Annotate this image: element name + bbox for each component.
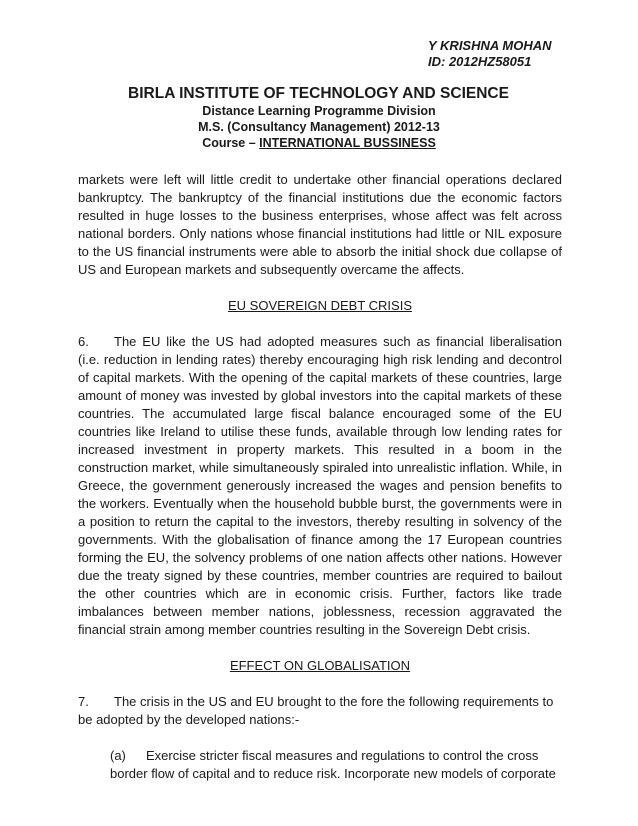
paragraph-7-text: The crisis in the US and EU brought to the fore the following requirements to be adopted by the developed nations:- (78, 694, 554, 727)
author-name: Y KRISHNA MOHAN (428, 38, 552, 53)
paragraph-7-number: 7. (78, 694, 89, 709)
course-line (0, 135, 638, 151)
paragraph-7 (78, 693, 562, 729)
subpoint-a-label: (a) (110, 748, 126, 763)
intro-paragraph: markets were left will little credit to undertake other financial operations declared bankruptcy. The bankruptcy of the financial institutions due the economic factors resulted in huge losses to the business enterprises, whose affect was felt across national borders. Only nations whose financial institutions had little or NIL exposure to the US financial instruments were able to absorb the initial shock due collapse of US and European markets and subsequently overcame the affects. (78, 172, 562, 277)
document-header (0, 84, 638, 151)
paragraph-6-number: 6. (78, 334, 89, 349)
document-body (78, 171, 562, 783)
paragraph-6-text: The EU like the US had adopted measures such as financial liberalisation (i.e. reduction in lending rates) thereby encouraging high risk lending and decontrol of capital markets. With the opening of the capital markets of these countries, large amount of money was invested by global investors into the capital markets of these countries. The accumulated large fiscal balance encouraged some of the EU countries like Ireland to utilise these funds, available through low lending rates for increased investment in property markets. This resulted in a boom in the construction market, while simultaneously spiraled into unrealistic inflation. While, in Greece, the government generously increased the wages and pension benefits to the workers. Eventually when the household bubble burst, the governments were in a position to return the capital to the investors, thereby resulting in solvency of the governments. With the globalisation of finance among the 17 European countries forming the EU, the solvency problems of one nation affects other nations. However due the treaty signed by these countries, member countries are required to bailout the other countries which are in economic crisis. Further, factors like trade imbalances between member nations, joblessness, recession aggravated the financial strain among member countries resulting in the Sovereign Debt crisis. (78, 334, 562, 637)
section-heading-globalisation: EFFECT ON GLOBALISATION (229, 658, 411, 673)
division-line: Distance Learning Programme Division (202, 104, 436, 118)
programme-line: M.S. (Consultancy Management) 2012-13 (198, 120, 440, 134)
course-prefix: Course – (202, 136, 260, 150)
subpoint-a (110, 747, 562, 783)
paragraph-6 (78, 333, 562, 639)
author-id: ID: 2012HZ58051 (428, 54, 532, 69)
author-block (428, 38, 552, 70)
subpoint-a-text: Exercise stricter fiscal measures and regulations to control the cross border flow of capital and to reduce risk. Incorporate new models of corporate (110, 748, 556, 781)
course-topic: INTERNATIONAL BUSSINESS (259, 136, 436, 150)
institution-title: BIRLA INSTITUTE OF TECHNOLOGY AND SCIENCE (128, 85, 509, 102)
section-heading-eu-debt: EU SOVEREIGN DEBT CRISIS (228, 298, 412, 313)
